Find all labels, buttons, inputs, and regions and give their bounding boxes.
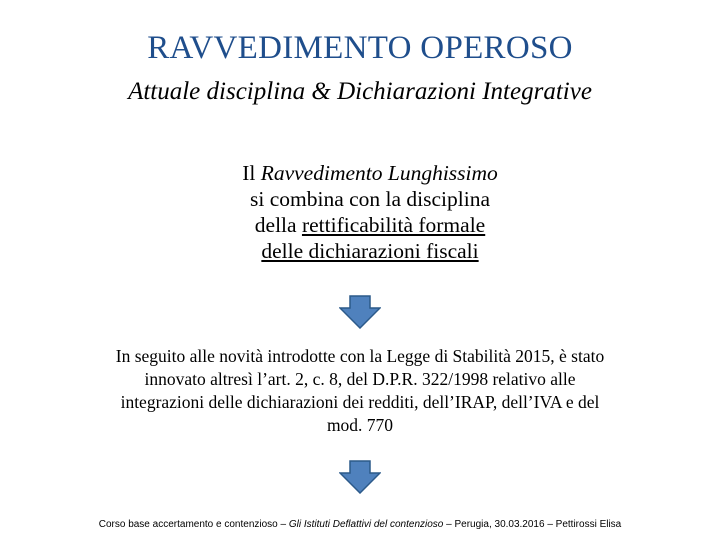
arrow-down-icon (339, 460, 381, 494)
arrow-down-icon (339, 295, 381, 329)
statement-line-1: Il Ravvedimento Lunghissimo (242, 161, 498, 185)
statement-line-2: si combina con la disciplina (249, 187, 491, 211)
statement-emphasis: Ravvedimento Lunghissimo (260, 161, 498, 185)
legislative-note (50, 345, 670, 437)
note-line: In seguito alle novità introdotte con la Legge di Stabilità 2015, è stato (115, 346, 605, 366)
note-line: integrazioni delle dichiarazioni dei redditi, dell’IRAP, dell’IVA e del (120, 392, 600, 412)
footer-course-title: Gli Istituti Deflattivi del contenzioso (288, 519, 444, 530)
statement-underlined-2: delle dichiarazioni fiscali (261, 239, 479, 263)
slide-footer: Corso base accertamento e contenzioso – Gli Istituti Deflattivi del contenzioso – Perugia, 30.03.2016 – Pettirossi Elisa (98, 519, 622, 530)
arrow-down-shape (340, 461, 380, 493)
ravvedimento-statement (170, 160, 570, 264)
slide-subtitle: Attuale disciplina & Dichiarazioni Integrative (128, 78, 592, 105)
note-line: mod. 770 (326, 415, 394, 435)
statement-underlined-1: rettificabilità formale (301, 213, 486, 237)
statement-line-4 (170, 238, 570, 264)
arrow-down-shape (340, 296, 380, 328)
slide-title: RAVVEDIMENTO OPEROSO (147, 30, 573, 66)
statement-line-3: della rettificabilità formale (254, 213, 486, 237)
note-line: innovato altresì l’art. 2, c. 8, del D.P.R. 322/1998 relativo alle (144, 369, 576, 389)
